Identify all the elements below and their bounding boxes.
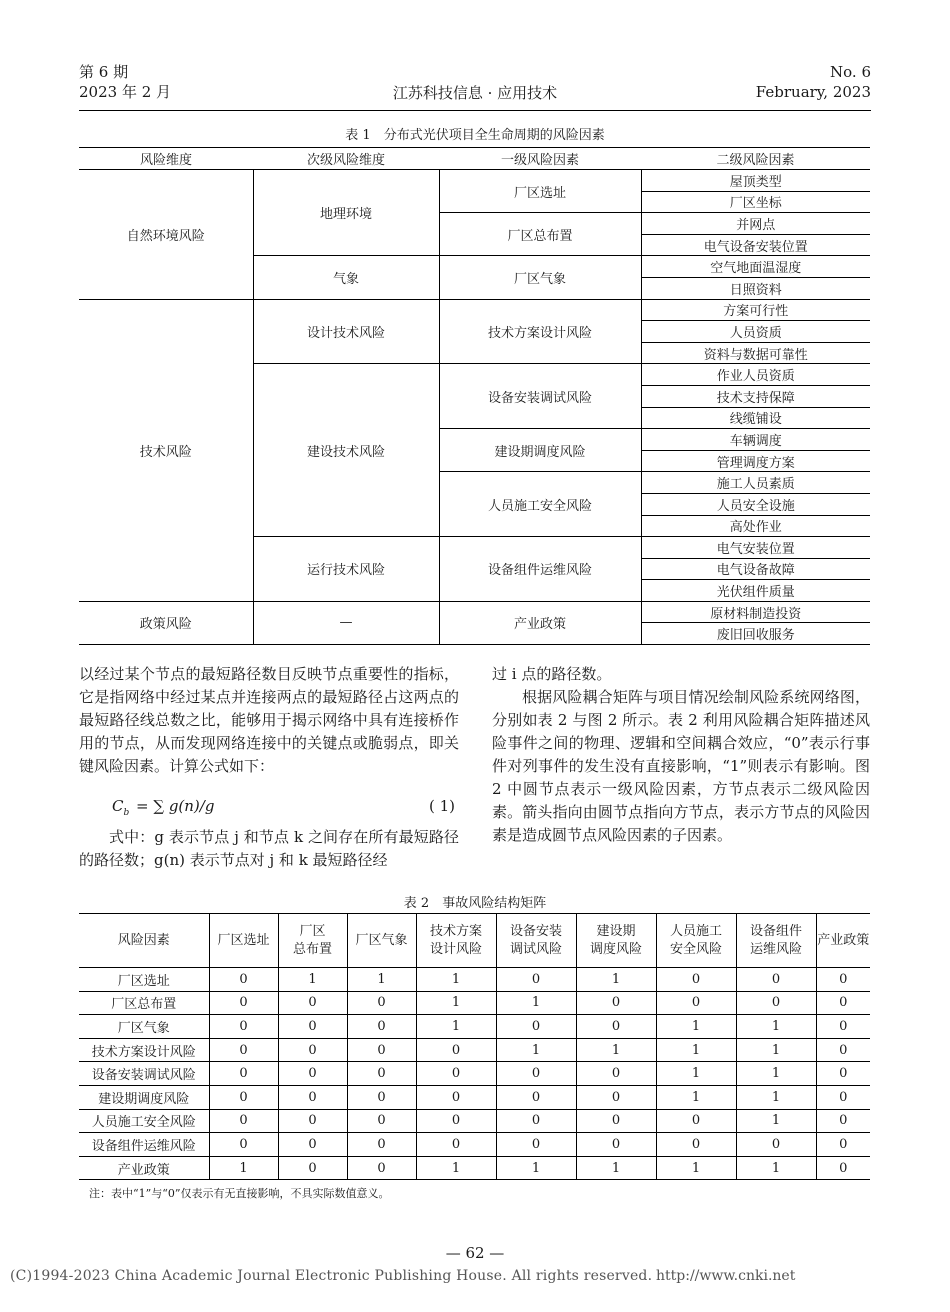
table2-cell: 0 (209, 991, 278, 1015)
table1-secondary-factor: 废旧回收服务 (716, 628, 795, 644)
table1-secondary-factor: 厂区坐标 (641, 191, 870, 213)
table1-subdimension: 气象 (253, 256, 439, 299)
table2-cell: 1 (736, 1156, 816, 1180)
table2-cell: 0 (278, 1109, 347, 1133)
table2-column-header: 技术方案 设计风险 (416, 914, 496, 968)
table2-cell: 0 (278, 1038, 347, 1062)
table1-dimension: 政策风险 (79, 601, 253, 644)
table2-cell: 1 (656, 1062, 736, 1086)
table2-cell: 0 (278, 1062, 347, 1086)
table2-cell: 0 (816, 1133, 870, 1157)
table2-cell: 0 (209, 1085, 278, 1109)
table2-cell: 1 (736, 1109, 816, 1133)
table2-cell: 1 (736, 1038, 816, 1062)
table2-row (79, 1015, 870, 1039)
table2-cell: 0 (496, 1085, 576, 1109)
table1-secondary-factor: 车辆调度 (641, 429, 870, 451)
table2-body (79, 968, 870, 1180)
table2-cell: 0 (576, 1109, 656, 1133)
table2-cell: 1 (656, 1015, 736, 1039)
table1-subdimension: 建设技术风险 (253, 364, 439, 537)
table2 (79, 913, 870, 1180)
table2-cell: 0 (347, 991, 416, 1015)
table2-cell: 1 (209, 1156, 278, 1180)
table1-secondary-factor: 光伏组件质量 (641, 580, 870, 602)
table2-header-row (79, 914, 870, 968)
date-en: February, 2023 (755, 83, 871, 101)
table2-cell: 0 (576, 1062, 656, 1086)
journal-title: 江苏科技信息 · 应用技术 (392, 84, 558, 102)
table2-row-label: 厂区气象 (79, 1015, 209, 1039)
table1-secondary-factor: 人员安全设施 (641, 493, 870, 515)
table2-cell: 0 (209, 1109, 278, 1133)
table1-subdimension: — (253, 601, 439, 644)
table2-row (79, 1038, 870, 1062)
table2-column-header: 建设期 调度风险 (576, 914, 656, 968)
copyright-notice: (C)1994-2023 China Academic Journal Electronic Publishing House. All rights reserved. (10, 1268, 653, 1284)
table2-cell: 0 (347, 1062, 416, 1086)
table2-cell: 0 (816, 1038, 870, 1062)
table2-row (79, 1085, 870, 1109)
formula-rhs: = ∑ g(n)/g (136, 797, 215, 815)
table1-secondary-factor: 技术支持保障 (641, 385, 870, 407)
table1-subdimension: 设计技术风险 (253, 299, 439, 364)
table1-secondary-factor: 资料与数据可靠性 (641, 342, 870, 364)
table2-cell: 1 (736, 1085, 816, 1109)
right-paragraph-1: 过 i 点的路径数。 (492, 665, 612, 683)
table2-cell: 1 (576, 1038, 656, 1062)
table2-cell: 0 (209, 1038, 278, 1062)
formula-1: $C_b$ = ∑ g(n)/g ( 1) (112, 797, 455, 818)
table2-cell: 1 (496, 1038, 576, 1062)
table2-column-header: 设备安装 调试风险 (496, 914, 576, 968)
table2-cell: 0 (656, 1133, 736, 1157)
table1-header: 次级风险维度 (253, 148, 439, 170)
table2-caption: 表 2 事故风险结构矩阵 (403, 896, 547, 911)
table2-row-label: 建设期调度风险 (79, 1085, 209, 1109)
table2-row-label: 设备安装调试风险 (79, 1062, 209, 1086)
table2-row-label: 技术方案设计风险 (79, 1038, 209, 1062)
table1-dimension: 自然环境风险 (79, 170, 253, 300)
table2-cell: 0 (416, 1109, 496, 1133)
table2-cell: 0 (209, 1062, 278, 1086)
table2-cell: 1 (656, 1085, 736, 1109)
table2-cell: 0 (278, 991, 347, 1015)
table2-cell: 0 (416, 1038, 496, 1062)
table2-cell: 0 (416, 1133, 496, 1157)
table2-cell: 1 (496, 991, 576, 1015)
table1-secondary-factor: 施工人员素质 (641, 472, 870, 494)
table1-dimension: 技术风险 (79, 299, 253, 601)
table2-row (79, 1062, 870, 1086)
table2-cell: 0 (416, 1062, 496, 1086)
table2-cell: 0 (278, 1015, 347, 1039)
table2-cell: 1 (496, 1156, 576, 1180)
left-paragraph-1: 以经过某个节点的最短路径数目反映节点重要性的指标，它是指网络中经过某点并连接两点的最短路径占这两点的最短路径线总数之比，能够用于揭示网络中具有连接桥作用的节点，从而发现网络连接中的关键点或脆弱点，即关键风险因素。计算公式如下： (79, 665, 459, 775)
table2-column-header: 厂区选址 (209, 914, 278, 968)
table2-cell: 0 (347, 1109, 416, 1133)
table1-subdimension: 运行技术风险 (253, 537, 439, 602)
table1-secondary-factor: 屋顶类型 (641, 170, 870, 192)
table1-secondary-factor: 电气安装位置 (641, 537, 870, 559)
table2-note: 注：表中“1”与“0”仅表示有无直接影响，不具实际数值意义。 (89, 1187, 390, 1200)
table1-caption: 表 1 分布式光伏项目全生命周期的风险因素 (345, 128, 605, 143)
issue-en: No. 6 (830, 63, 871, 81)
table1-secondary-factor: 电气设备故障 (641, 558, 870, 580)
table2-cell: 0 (576, 1015, 656, 1039)
table2-cell: 0 (656, 991, 736, 1015)
page-number: — 62 — (445, 1244, 505, 1262)
table2-cell: 0 (347, 1085, 416, 1109)
table1-secondary-factor: 电气设备安装位置 (641, 234, 870, 256)
table2-column-header: 设备组件 运维风险 (736, 914, 816, 968)
table1-secondary-factor: 线缆铺设 (641, 407, 870, 429)
issue-cn: 第 6 期 (79, 63, 129, 81)
table2-cell: 1 (416, 991, 496, 1015)
table1-primary-factor: 厂区总布置 (439, 213, 641, 256)
table2-cell: 1 (576, 968, 656, 992)
table2-cell: 0 (816, 991, 870, 1015)
table2-cell: 0 (347, 1156, 416, 1180)
right-paragraph-2: 根据风险耦合矩阵与项目情况绘制风险系统网络图，分别如表 2 与图 2 所示。表 2 利用风险耦合矩阵描述风险事件之间的物理、逻辑和空间耦合效应，“0”表示行事件对列事件的发生没有直接影响，“1”则表示有影响。图 2 中圆节点表示一级风险因素，方节点表示二级风险因素。箭头指向由圆节点指向方节点，表示方节点的风险因素是造成圆节点风险因素的子因素。 (492, 688, 870, 844)
table2-cell: 0 (816, 1015, 870, 1039)
table2-row-label: 厂区选址 (79, 968, 209, 992)
table2-cell: 0 (656, 1109, 736, 1133)
table1-secondary-factor: 日照资料 (641, 277, 870, 299)
table2-column-header: 厂区气象 (347, 914, 416, 968)
left-paragraph-2: 式中：g 表示节点 j 和节点 k 之间存在所有最短路径的路径数；g(n) 表示节点对 j 和 k 最短路径经 (79, 828, 459, 869)
table2-cell: 0 (496, 1109, 576, 1133)
table2-cell: 1 (416, 968, 496, 992)
table2-row-label: 厂区总布置 (79, 991, 209, 1015)
table1-secondary-factor: 作业人员资质 (641, 364, 870, 386)
table2-cell: 0 (816, 968, 870, 992)
table2-cell: 1 (736, 1015, 816, 1039)
table2-row (79, 1109, 870, 1133)
table2-cell: 1 (416, 1156, 496, 1180)
table2-cell: 1 (656, 1156, 736, 1180)
table2-row (79, 1133, 870, 1157)
date-cn: 2023 年 2 月 (79, 83, 172, 101)
table1-secondary-factor: 并网点 (641, 213, 870, 235)
table2-cell: 0 (839, 1160, 848, 1176)
table1-secondary-factor: 人员资质 (641, 321, 870, 343)
table1-secondary-factor: 管理调度方案 (641, 450, 870, 472)
table2-row (79, 1156, 870, 1180)
table2-column-header: 产业政策 (816, 914, 870, 968)
table1-subdimension: 地理环境 (253, 170, 439, 256)
table2-cell: 0 (496, 1015, 576, 1039)
table1-primary-factor: 厂区选址 (439, 170, 641, 213)
table2-column-header: 风险因素 (79, 914, 209, 968)
table2-cell: 0 (736, 991, 816, 1015)
table2-cell: 0 (347, 1015, 416, 1039)
table1-header: 二级风险因素 (641, 148, 870, 170)
table2-cell: 0 (278, 1156, 347, 1180)
table1-primary-factor: 设备安装调试风险 (439, 364, 641, 429)
table2-cell: 0 (736, 1133, 816, 1157)
table2-cell: 1 (576, 1156, 656, 1180)
running-header-right (756, 62, 871, 102)
table2-row (79, 968, 870, 992)
table2-cell: 1 (416, 1015, 496, 1039)
table1-header: 一级风险因素 (439, 148, 641, 170)
table1-primary-factor: 建设期调度风险 (439, 429, 641, 472)
table1-secondary-factor: 原材料制造投资 (641, 601, 870, 623)
table2-column-header: 厂区 总布置 (278, 914, 347, 968)
table1 (79, 147, 870, 645)
table2-cell: 0 (347, 1038, 416, 1062)
table2-cell: 0 (496, 968, 576, 992)
table2-column-header: 人员施工 安全风险 (656, 914, 736, 968)
header-rule (79, 110, 871, 111)
formula-number: ( 1) (428, 797, 455, 815)
table2-cell: 0 (576, 1133, 656, 1157)
table2-cell: 0 (816, 1085, 870, 1109)
table2-cell: 1 (278, 968, 347, 992)
table2-cell: 0 (496, 1062, 576, 1086)
table2-cell: 0 (347, 1133, 416, 1157)
table2-cell: 0 (278, 1085, 347, 1109)
table1-header-row (79, 148, 870, 170)
table2-cell: 0 (209, 968, 278, 992)
table1-secondary-factor: 高处作业 (641, 515, 870, 537)
table1-primary-factor: 厂区气象 (439, 256, 641, 299)
table2-row-label: 产业政策 (79, 1156, 209, 1180)
cnki-url: http://www.cnki.net (656, 1268, 796, 1284)
table2-cell: 0 (278, 1133, 347, 1157)
table2-cell: 1 (347, 968, 416, 992)
table1-secondary-factor: 方案可行性 (641, 299, 870, 321)
table1-primary-factor: 人员施工安全风险 (439, 472, 641, 537)
table1-primary-factor: 设备组件运维风险 (439, 537, 641, 602)
table2-cell: 0 (816, 1109, 870, 1133)
table2-cell: 0 (576, 991, 656, 1015)
table2-row (79, 991, 870, 1015)
table2-cell: 0 (496, 1133, 576, 1157)
table2-cell: 0 (576, 1085, 656, 1109)
table2-cell: 0 (209, 1015, 278, 1039)
table2-cell: 1 (656, 1038, 736, 1062)
table1-secondary-factor: 空气地面温湿度 (641, 256, 870, 278)
table2-cell: 0 (656, 968, 736, 992)
table1-primary-factor: 产业政策 (439, 601, 641, 644)
table2-cell: 0 (209, 1133, 278, 1157)
table1-header: 风险维度 (79, 148, 253, 170)
table1-primary-factor: 技术方案设计风险 (439, 299, 641, 364)
table2-cell: 1 (736, 1062, 816, 1086)
table2-cell: 0 (416, 1085, 496, 1109)
table2-row-label: 人员施工安全风险 (79, 1109, 209, 1133)
table2-cell: 0 (736, 968, 816, 992)
table2-row-label: 设备组件运维风险 (79, 1133, 209, 1157)
table2-cell: 0 (816, 1062, 870, 1086)
